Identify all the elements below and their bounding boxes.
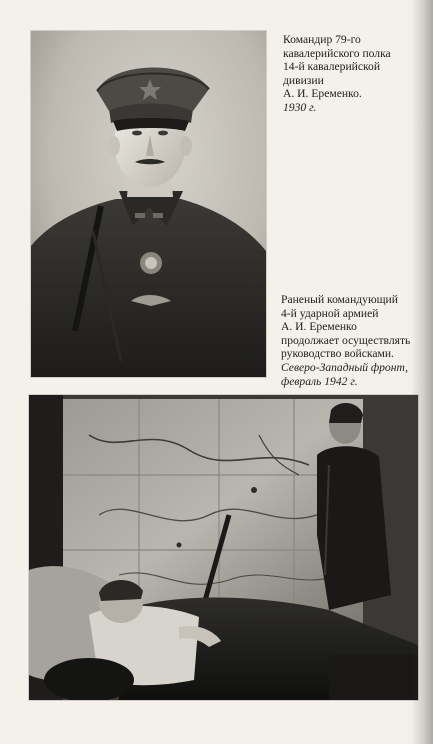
caption-line: Раненый командующий: [281, 293, 398, 306]
portrait-photo: [31, 31, 266, 377]
caption-line: дивизии: [283, 73, 324, 87]
caption-line: 4-й ударной армией: [281, 306, 379, 320]
wounded-commander-photo: [29, 395, 418, 700]
wounded-caption: [281, 293, 413, 388]
caption-line: кавалерийского полка: [283, 46, 391, 60]
portrait-photo-image: [31, 31, 266, 377]
caption-date: 1930 г.: [283, 100, 317, 114]
caption-line: 14-й кавалерийской: [283, 60, 381, 74]
caption-line: А. И. Еременко.: [283, 87, 362, 101]
page-gutter-shadow: [411, 0, 433, 744]
caption-place: Северо-Западный фронт,: [281, 360, 409, 374]
caption-line: Командир 79-го: [283, 33, 361, 46]
caption-date: февраль 1942 г.: [281, 374, 358, 388]
wounded-commander-photo-image: [29, 395, 418, 700]
caption-line: руководство войсками.: [281, 347, 394, 361]
caption-line: продолжает осуществлять: [281, 333, 411, 347]
caption-line: А. И. Еременко: [281, 320, 357, 334]
portrait-caption: [283, 33, 411, 115]
